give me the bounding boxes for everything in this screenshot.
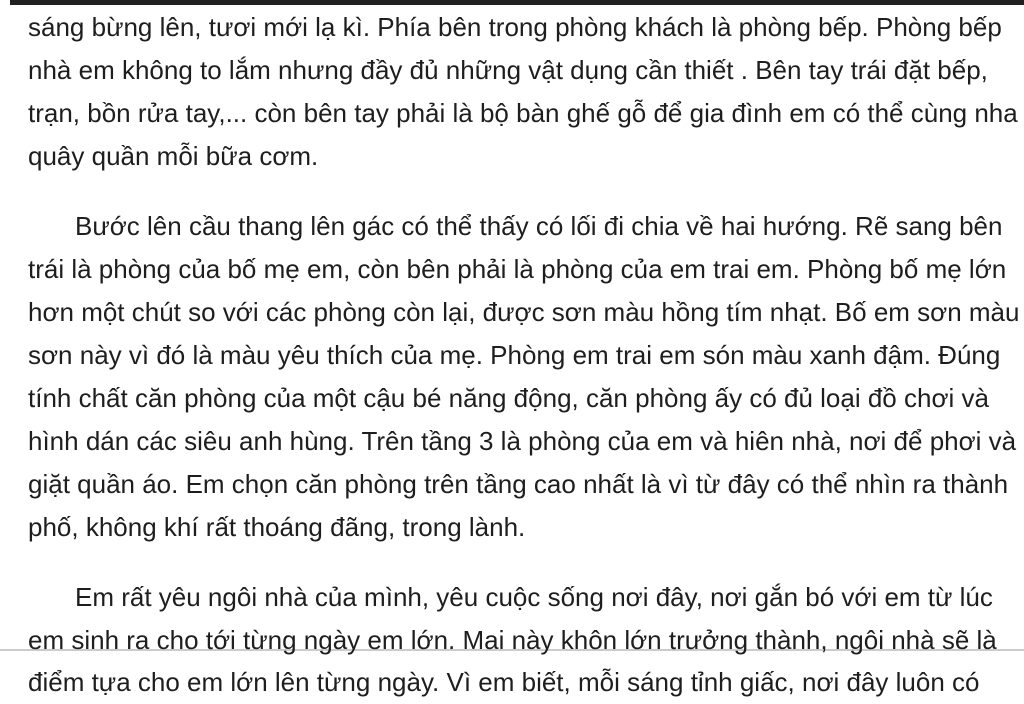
text-line: trái là phòng của bố mẹ em, còn bên phải là phòng của em trai em. Phòng bố mẹ lớn (28, 254, 1007, 284)
text-line: Em rất yêu ngôi nhà của mình, yêu cuộc sống nơi đây, nơi gắn bó với em từ lúc (75, 582, 993, 612)
text-line: Bước lên cầu thang lên gác có thể thấy có lối đi chia về hai hướng. Rẽ sang bên (75, 211, 1003, 241)
text-line: giặt quần áo. Em chọn căn phòng trên tầng cao nhất là vì từ đây có thể nhìn ra thành (28, 469, 1009, 499)
paragraph (28, 6, 1024, 178)
text-line: điểm tựa cho em lớn lên từng ngày. Vì em biết, mỗi sáng tỉnh giấc, nơi đây luôn có (28, 667, 980, 697)
text-line: hơn một chút so với các phòng còn lại, được sơn màu hồng tím nhạt. Bố em sơn màu (28, 297, 1020, 327)
text-line: em sinh ra cho tới từng ngày em lớn. Mai này khôn lớn trưởng thành, ngôi nhà sẽ là (28, 625, 997, 655)
paragraph (28, 205, 1024, 549)
paragraph (28, 576, 1024, 662)
paragraph (28, 661, 1024, 704)
text-line: tính chất căn phòng của một cậu bé năng động, căn phòng ấy có đủ loại đồ chơi và (28, 383, 989, 413)
text-line: nhà em không to lắm nhưng đầy đủ những vật dụng cần thiết . Bên tay trái đặt bếp, (28, 55, 988, 85)
text-line: trạn, bồn rửa tay,... còn bên tay phải là bộ bàn ghế gỗ để gia đình em có thể cùng nha (28, 98, 1018, 128)
text-line: sơn này vì đó là màu yêu thích của mẹ. Phòng em trai em són màu xanh đậm. Đúng (28, 340, 1001, 370)
text-line: sáng bừng lên, tươi mới lạ kì. Phía bên trong phòng khách là phòng bếp. Phòng bếp (28, 12, 1002, 42)
text-line: hình dán các siêu anh hùng. Trên tầng 3 là phòng của em và hiên nhà, nơi để phơi và (28, 426, 1017, 456)
text-line: phố, không khí rất thoáng đãng, trong lành. (28, 512, 526, 542)
text-line: quây quần mỗi bữa cơm. (28, 141, 319, 171)
